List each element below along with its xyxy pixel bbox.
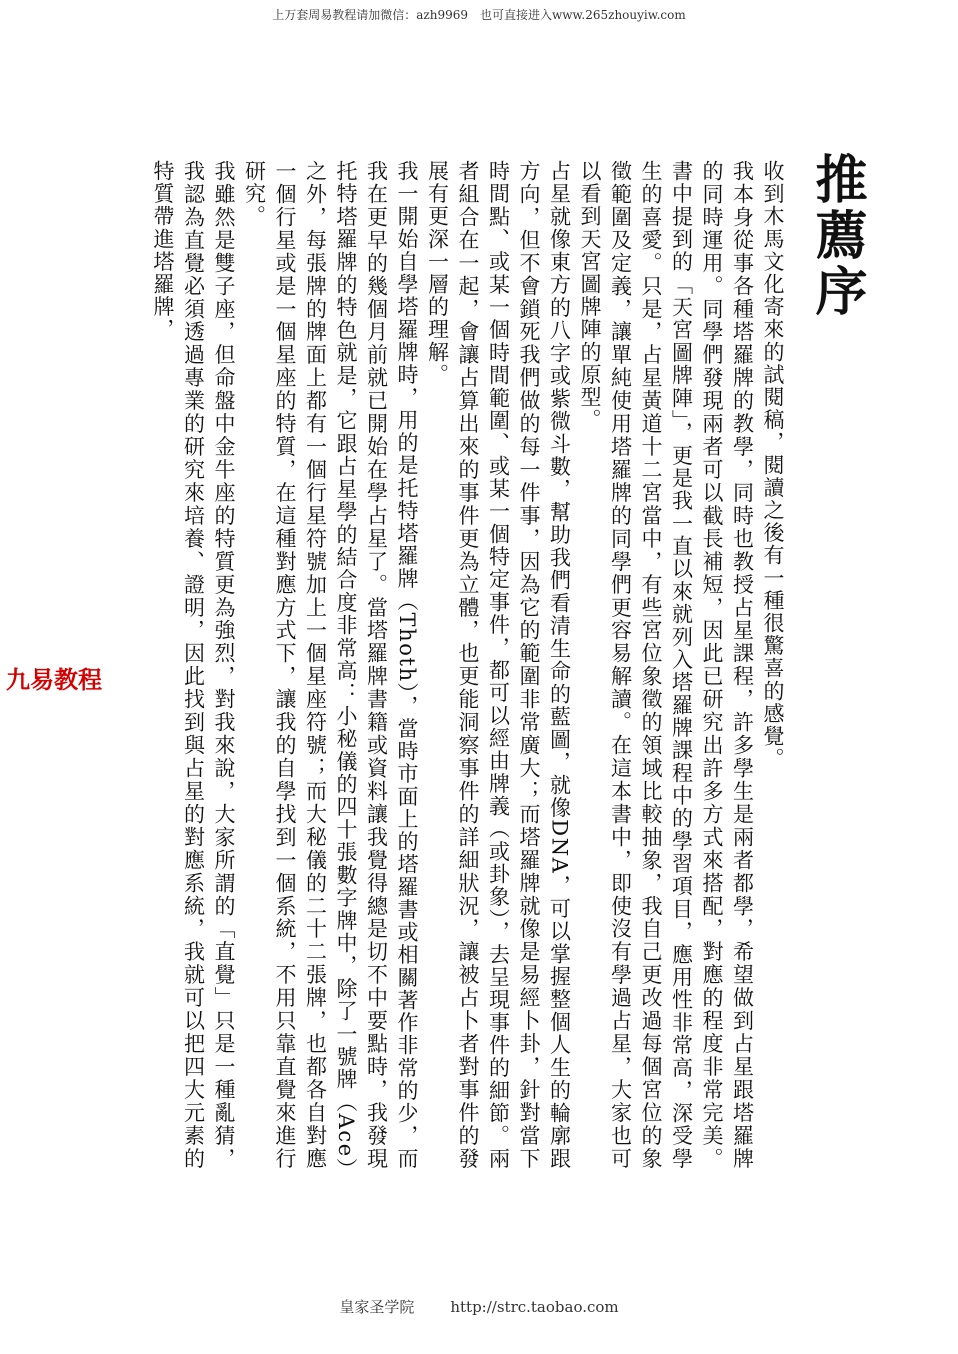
paragraph: 我一開始自學塔羅牌時，用的是托特塔羅牌（Thoth），當時市面上的塔羅書或相關著作非常的少，而我在更早的幾個月前就已開始在學占星了。當塔羅牌書籍或資料讓我覺得總是切不中要點時，我發現托特塔羅牌的特色就是，它跟占星學的結合度非常高：小秘儀的四十張數字牌中，除了一號牌（Ace）之外，每張牌的牌面上都有一個行星符號加上一個星座符號；而大秘儀的二十二張牌，也都各自對應一個行星或是一個星座的特質，在這種對應方式下，讓我的自學找到一個系統，不用只靠直覺來進行研究。 (242, 160, 419, 1170)
paragraph: 收到木馬文化寄來的試閱稿，閱讀之後有一種很驚喜的感覺。 (761, 160, 785, 771)
preface-body (148, 160, 789, 1170)
footer-note (0, 1296, 958, 1317)
header-note: 上万套周易教程请加微信：azh9969 也可直接进入www.265zhouyiw.com (272, 8, 686, 22)
page-title: 推薦序 (806, 152, 867, 320)
footer-url-link[interactable]: http://strc.taobao.com (450, 1298, 619, 1316)
paragraph: 我雖然是雙子座，但命盤中金牛座的特質更為強烈，對我來說，大家所謂的「直覺」只是一種亂猜，我認為直覺必須透過專業的研究來培養、證明，因此找到與占星的對應系統，我就可以把四大元素的特質帶進塔羅牌， (151, 160, 236, 1170)
watermark-label: 九易教程 (2, 660, 106, 695)
paragraph: 占星就像東方的八字或紫微斗數，幫助我們看清生命的藍圖，就像DNA，可以掌握整個人生的輪廓跟方向，但不會鎖死我們做的每一件事，因為它的範圍非常廣大；而塔羅牌就像是易經卜卦，針對當下時間點、或某一個時間範圍、或某一個特定事件，都可以經由牌義（或卦象），去呈現事件的細節。兩者組合在一起，會讓占算出來的事件更為立體，也更能洞察事件的詳細狀況，讓被占卜者對事件的發展有更深一層的理解。 (425, 160, 572, 1170)
footer-site-name: 皇家圣学院 (339, 1298, 415, 1316)
paragraph: 我本身從事各種塔羅牌的教學，同時也教授占星課程，許多學生是兩者都學，希望做到占星跟塔羅牌的同時運用。同學們發現兩者可以截長補短，因此已研究出許多方式來搭配，對應的程度非常完美。書中提到的「天宮圖牌陣」，更是我一直以來就列入塔羅牌課程中的學習項目，應用性非常高，深受學生的喜愛。只是，占星黃道十二宮當中，有些宮位象徵的領域比較抽象，我自己更改過每個宮位的象徵範圍及定義，讓單純使用塔羅牌的同學們更容易解讀。在這本書中，即使沒有學過占星，大家也可以看到天宮圖牌陣的原型。 (578, 160, 755, 1170)
